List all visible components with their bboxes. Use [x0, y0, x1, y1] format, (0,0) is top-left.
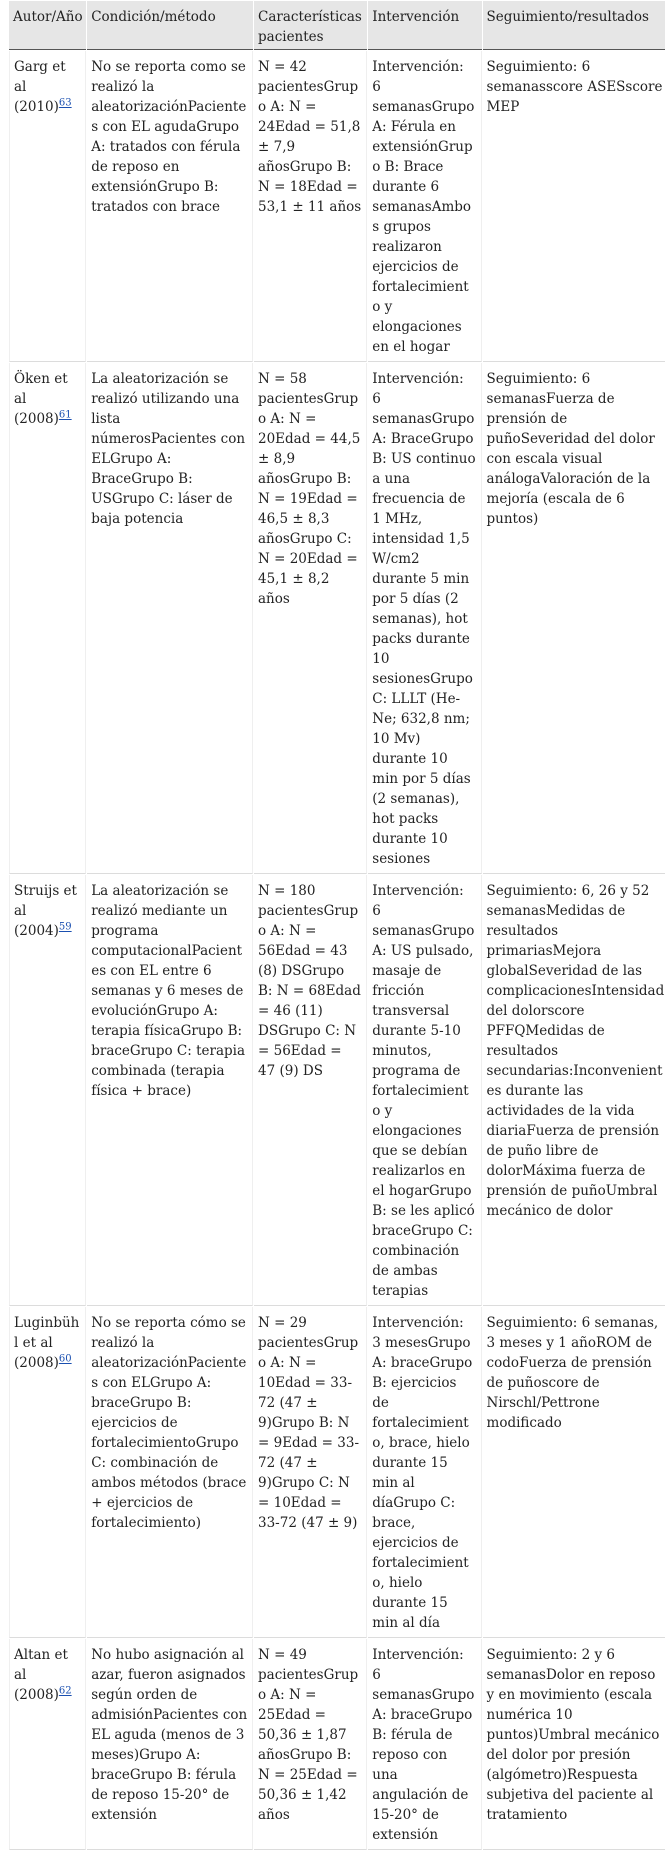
condition-cell: No hubo asignación al azar, fueron asignados según orden de admisiónPacientes con EL aguda (menos de 3 meses)Grupo A: braceGrupo B: férula de reposo 15-20° de extensión — [87, 1639, 253, 1850]
intervention-cell: Intervención: 6 semanasGrupo A: BraceGrupo B: US continuo a una frecuencia de 1 MHz, intensidad 1,5 W/cm2 durante 5 min por 5 días (2 semanas), hot packs durante 10 sesionesGrupo C: LLLT (He-Ne; 632,8 nm; 10 Mv) durante 10 min por 5 días (2 semanas), hot packs durante 10 sesiones — [368, 363, 481, 874]
header-results: Seguimiento/resultados — [483, 1, 665, 50]
header-condition: Condición/método — [87, 1, 253, 50]
patients-cell: N = 42 pacientesGrupo A: N = 24Edad = 51,8 ± 7,9 añosGrupo B: N = 18Edad = 53,1 ± 11 años — [254, 51, 367, 362]
table-row — [9, 363, 665, 874]
results-cell: Seguimiento: 6, 26 y 52 semanasMedidas de resultados primariasMejora globalSeveridad de las complicacionesIntensidad del dolorscore PFFQMedidas de resultados secundarias:Inconvenientes durante las actividades de la vida diariaFuerza de prensión de puño libre de dolorMáxima fuerza de prensión de puñoUmbral mecánico de dolor — [483, 875, 665, 1306]
condition-cell: La aleatorización se realizó mediante un programa computacionalPacientes con EL entre 6 semanas y 6 meses de evoluciónGrupo A: terapia físicaGrupo B: braceGrupo C: terapia combinada (terapia física + brace) — [87, 875, 253, 1306]
condition-cell: No se reporta como se realizó la aleatorizaciónPacientes con EL agudaGrupo A: tratados con férula de reposo en extensiónGrupo B: tratados con brace — [87, 51, 253, 362]
table-row — [9, 875, 665, 1306]
patients-cell: N = 58 pacientesGrupo A: N = 20Edad = 44,5 ± 8,9 añosGrupo B: N = 19Edad = 46,5 ± 8,3 añosGrupo C: N = 20Edad = 45,1 ± 8,2 años — [254, 363, 367, 874]
results-cell: Seguimiento: 6 semanas, 3 meses y 1 añoROM de codoFuerza de prensión de puñoscore de Nirschl/Pettrone modificado — [483, 1307, 665, 1638]
patients-cell: N = 29 pacientesGrupo A: N = 10Edad = 33-72 (47 ± 9)Grupo B: N = 9Edad = 33-72 (47 ± 9)Grupo C: N = 10Edad = 33-72 (47 ± 9) — [254, 1307, 367, 1638]
author-text: Altan et al (2008) — [14, 1647, 68, 1703]
reference-link[interactable]: 62 — [58, 1685, 72, 1697]
patients-cell: N = 180 pacientesGrupo A: N = 56Edad = 43 (8) DSGrupo B: N = 68Edad = 46 (11) DSGrupo C: N = 56Edad = 47 (9) DS — [254, 875, 367, 1306]
author-cell — [9, 1307, 86, 1638]
author-text: Garg et al (2010) — [14, 59, 66, 115]
author-cell — [9, 51, 86, 362]
results-cell: Seguimiento: 6 semanasFuerza de prensión de puñoSeveridad del dolor con escala visual análogaValoración de la mejoría (escala de 6 puntos) — [483, 363, 665, 874]
intervention-cell: Intervención: 3 mesesGrupo A: braceGrupo B: ejercicios de fortalecimiento, brace, hielo durante 15 min al díaGrupo C: brace, ejercicios de fortalecimiento, hielo durante 15 min al día — [368, 1307, 481, 1638]
patients-cell: N = 49 pacientesGrupo A: N = 25Edad = 50,36 ± 1,87 añosGrupo B: N = 25Edad = 50,36 ± 1,42 años — [254, 1639, 367, 1850]
author-text: Öken et al (2008) — [14, 371, 68, 427]
author-cell — [9, 1639, 86, 1850]
table-row — [9, 1639, 665, 1850]
reference-link[interactable]: 63 — [58, 97, 72, 109]
studies-table — [8, 0, 665, 1851]
results-cell: Seguimiento: 2 y 6 semanasDolor en reposo y en movimiento (escala numérica 10 puntos)Umbral mecánico del dolor por presión (algómetro)Respuesta subjetiva del paciente al tratamiento — [483, 1639, 665, 1850]
header-author: Autor/Año — [9, 1, 86, 50]
reference-link[interactable]: 59 — [58, 921, 72, 933]
reference-link[interactable]: 60 — [58, 1353, 72, 1365]
condition-cell: No se reporta cómo se realizó la aleatorizaciónPacientes con ELGrupo A: braceGrupo B: ejercicios de fortalecimientoGrupo C: combinación de ambos métodos (brace + ejercicios de fortalecimiento) — [87, 1307, 253, 1638]
author-text: Struijs et al (2004) — [14, 883, 77, 939]
table-row — [9, 1307, 665, 1638]
header-row — [9, 1, 665, 50]
author-text: Luginbühl et al (2008) — [14, 1315, 80, 1371]
header-intervention: Intervención — [368, 1, 481, 50]
author-cell — [9, 875, 86, 1306]
author-cell — [9, 363, 86, 874]
header-patients: Características pacientes — [254, 1, 367, 50]
intervention-cell: Intervención: 6 semanasGrupo A: braceGrupo B: férula de reposo con una angulación de 15-20° de extensión — [368, 1639, 481, 1850]
reference-link[interactable]: 61 — [58, 409, 72, 421]
table-row — [9, 51, 665, 362]
intervention-cell: Intervención: 6 semanasGrupo A: US pulsado, masaje de fricción transversal durante 5-10 minutos, programa de fortalecimiento y elongaciones que se debían realizarlos en el hogarGrupo B: se les aplicó braceGrupo C: combinación de ambas terapias — [368, 875, 481, 1306]
condition-cell: La aleatorización se realizó utilizando una lista númerosPacientes con ELGrupo A: BraceGrupo B: USGrupo C: láser de baja potencia — [87, 363, 253, 874]
intervention-cell: Intervención: 6 semanasGrupo A: Férula en extensiónGrupo B: Brace durante 6 semanasAmbos grupos realizaron ejercicios de fortalecimiento y elongaciones en el hogar — [368, 51, 481, 362]
results-cell: Seguimiento: 6 semanasscore ASESscore MEP — [483, 51, 665, 362]
